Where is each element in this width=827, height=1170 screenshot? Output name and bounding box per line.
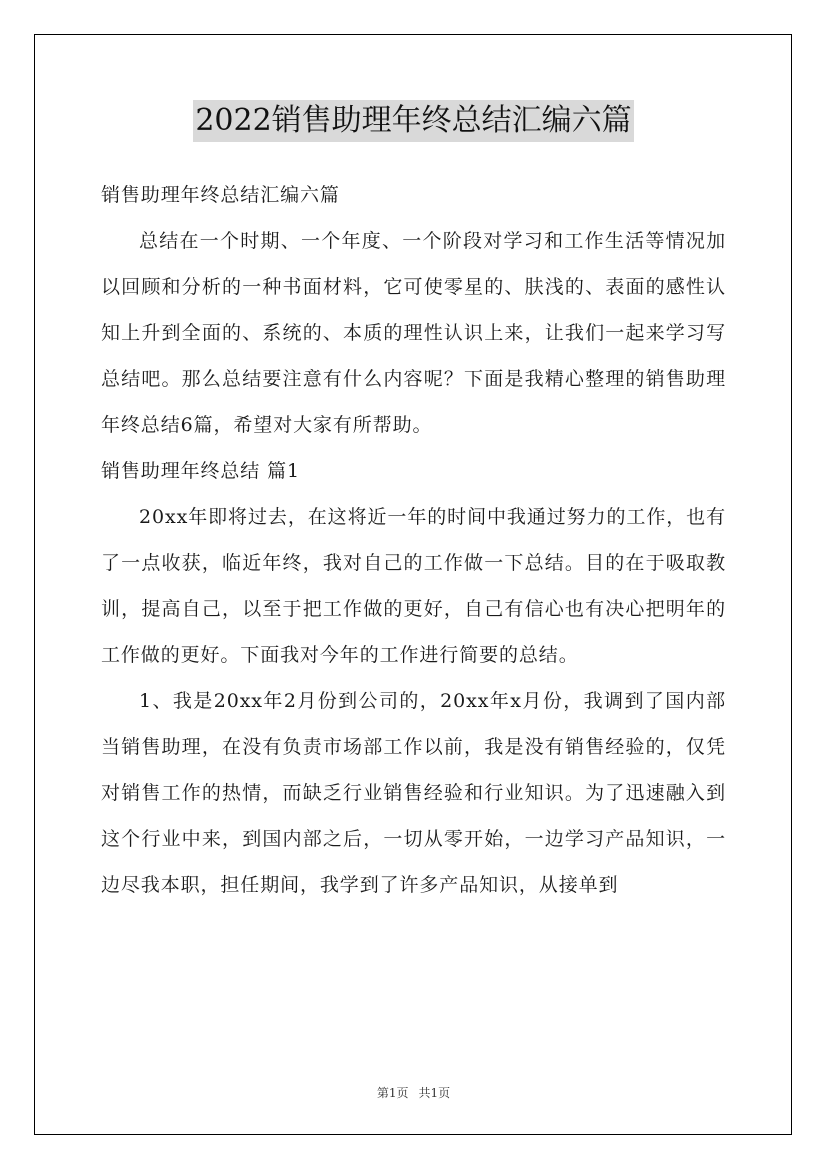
- paragraph-intro: 总结在一个时期、一个年度、一个阶段对学习和工作生活等情况加以回顾和分析的一种书面材料，它可使零星的、肤浅的、表面的感性认知上升到全面的、系统的、本质的理性认识上来，让我们一起来学习写总结吧。那么总结要注意有什么内容呢？下面是我精心整理的销售助理年终总结6篇，希望对大家有所帮助。: [101, 230, 726, 436]
- page-number: 第1页: [376, 1086, 409, 1100]
- document-body: [101, 172, 726, 908]
- paragraph-subtitle: 销售助理年终总结汇编六篇: [101, 184, 340, 206]
- title-container: [0, 100, 827, 142]
- page-footer: [0, 1084, 827, 1101]
- page-total: 共1页: [418, 1086, 451, 1100]
- paragraph-body: 1、我是20xx年2月份到公司的，20xx年x月份，我调到了国内部当销售助理，在没有负责市场部工作以前，我是没有销售经验的，仅凭对销售工作的热情，而缺乏行业销售经验和行业知识。为了迅速融入到这个行业中来，到国内部之后，一切从零开始，一边学习产品知识，一边尽我本职，担任期间，我学到了许多产品知识，从接单到: [101, 690, 726, 896]
- document-title: 2022销售助理年终总结汇编六篇: [193, 100, 633, 142]
- section-heading: 销售助理年终总结 篇1: [101, 460, 301, 482]
- paragraph-body: 20xx年即将过去，在这将近一年的时间中我通过努力的工作，也有了一点收获，临近年终，我对自己的工作做一下总结。目的在于吸取教训，提高自己，以至于把工作做的更好，自己有信心也有决心把明年的工作做的更好。下面我对今年的工作进行简要的总结。: [101, 506, 726, 666]
